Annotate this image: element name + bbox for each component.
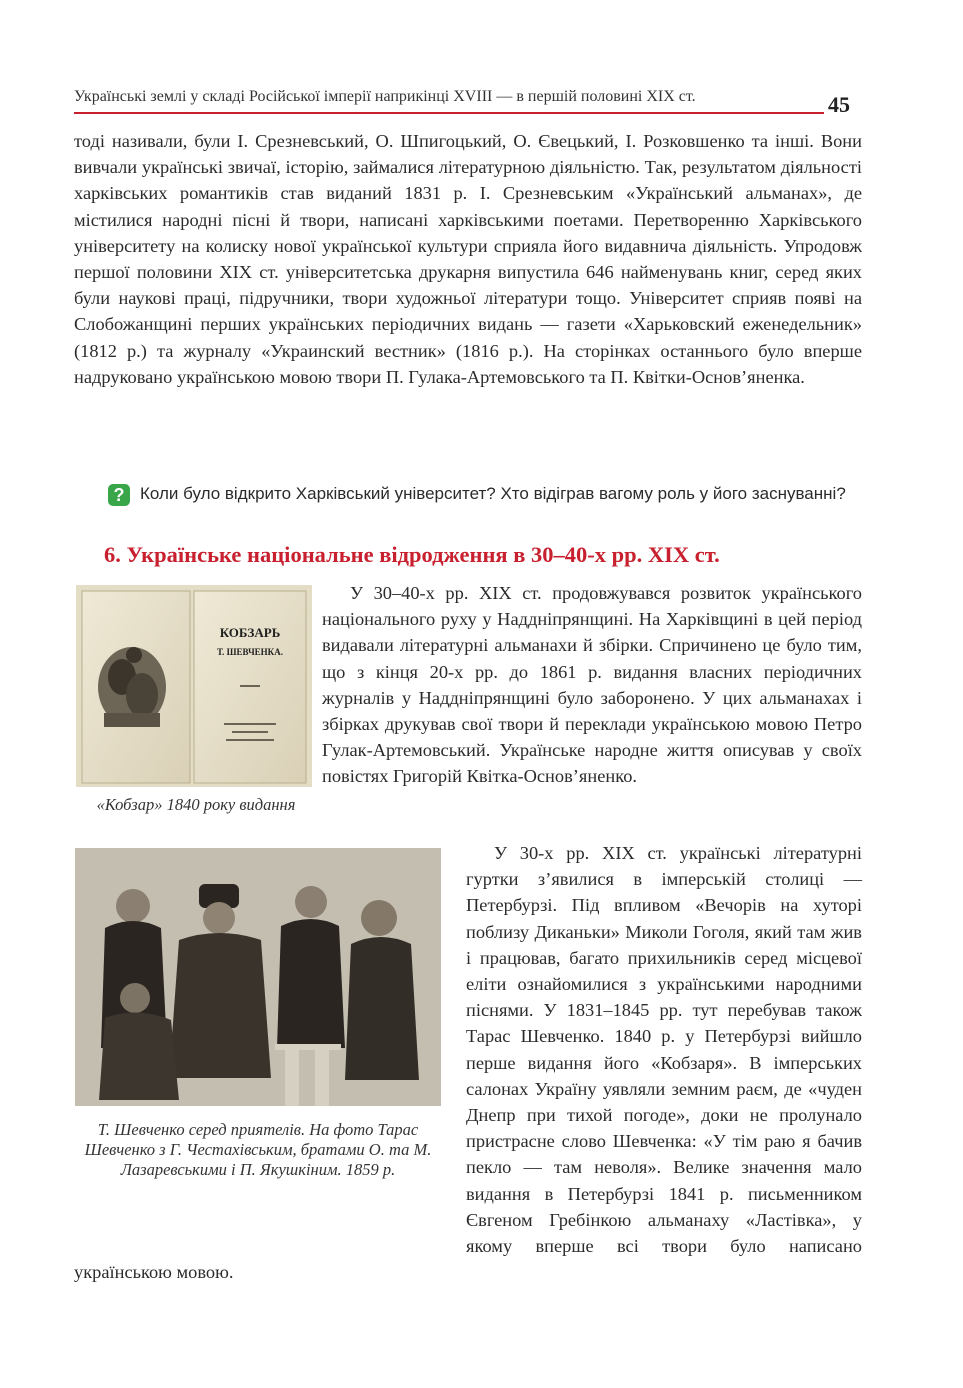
- section-title: 6. Українське національне відродження в 30–40-х рр. XIX ст.: [104, 542, 720, 567]
- paragraph-petersburg: У 30-х рр. XIX ст. українські літературні гуртки з’явилися в імперській столиці — Петербурзі. Під впливом «Вечорів на хуторі поблизу Диканьки» Миколи Гоголя, який там жив і працював, багато прихильників серед місцевої еліти ознайомилися з українськими народними піснями. У 1831–1845 рр. тут перебував також Тарас Шевченко. 1840 р. у Петербурзі вийшло перше видання його «Кобзаря». В імперських салонах Україну уявляли земним раєм, де «чуден Днепр при тихой погоде», доки не пролунало пристрасне слово Шевченка: «У тім раю я бачив пекло — там неволя». Велике значення мало видання в Петербурзі 1841 р. письменником Євгеном Гребінкою альманаху «Ластівка», у якому вперше всі твори було написано українською мовою.: [74, 843, 862, 1283]
- header-divider: [74, 112, 824, 114]
- kobzar-book-image: [76, 585, 312, 787]
- page-number: 45: [828, 92, 850, 117]
- photo-float-spacer: [74, 840, 466, 1240]
- photo-caption: Т. Шевченко серед приятелів. На фото Тарас Шевченко з Г. Честахівським, братами О. та М. Лазаревськими і П. Якушкіним. 1859 р.: [84, 1120, 432, 1179]
- book-title-line2: Т. ШЕВЧЕНКА.: [217, 647, 283, 657]
- question-icon: ?: [108, 484, 130, 506]
- book-title-line1: КОБЗАРЬ: [219, 625, 281, 640]
- kobzar-book-illustration: [76, 585, 312, 787]
- intro-paragraph: тоді називали, були І. Срезневський, О. Шпигоцький, О. Євецький, І. Розковшенко та інші. Вони вивчали українські звичаї, історію, займалися літературною діяльністю. Так, результатом діяльності харківських романтиків став виданий 1831 р. І. Срезневським «Український альманах», де містилися народні пісні й твори, написані харківськими поетами. Перетворенню Харківського університету на колиску нової української культури сприяла його видавнича діяльність. Упродовж першої половини XIX ст. університетська друкарня випустила 646 найменувань книг, серед яких були наукові праці, підручники, твори художньої літератури тощо. Університет сприяв появі на Слобожанщині перших українських періодичних видань — газети «Харьковский еженедельник» (1812 р.) та журналу «Украинский вестник» (1816 р.). На сторінках останнього було вперше надруковано українською мовою твори П. Гулака-Артемовського та П. Квітки-Основ’яненка.: [74, 131, 862, 387]
- paragraph-petersburg-wrap: [74, 840, 862, 1285]
- paragraph-national-movement: У 30–40-х рр. XIX ст. продовжувався розвиток українського національного руху у Наддніпрянщині. На Харківщині в цей період видавали літературні альманахи й збірки. Спричинено це було тим, що з кінця 20-х рр. до 1861 р. видання власних періодичних журналів у Наддніпрянщині було заборонено. У цих альманахах і збірках друкував свої твори й переклади українською мовою Петро Гулак-Артемовський. Українське народне життя описував у своїх повістях Григорій Квітка-Основ’яненко.: [322, 583, 862, 787]
- book-caption: «Кобзар» 1840 року видання: [96, 795, 296, 814]
- question-text: Коли було відкрито Харківський університет? Хто відіграв вагому роль у його заснуванні?: [140, 484, 846, 503]
- running-header: Українські землі у складі Російської імперії наприкінці XVIII — в першій половині XIX ст.: [74, 88, 696, 105]
